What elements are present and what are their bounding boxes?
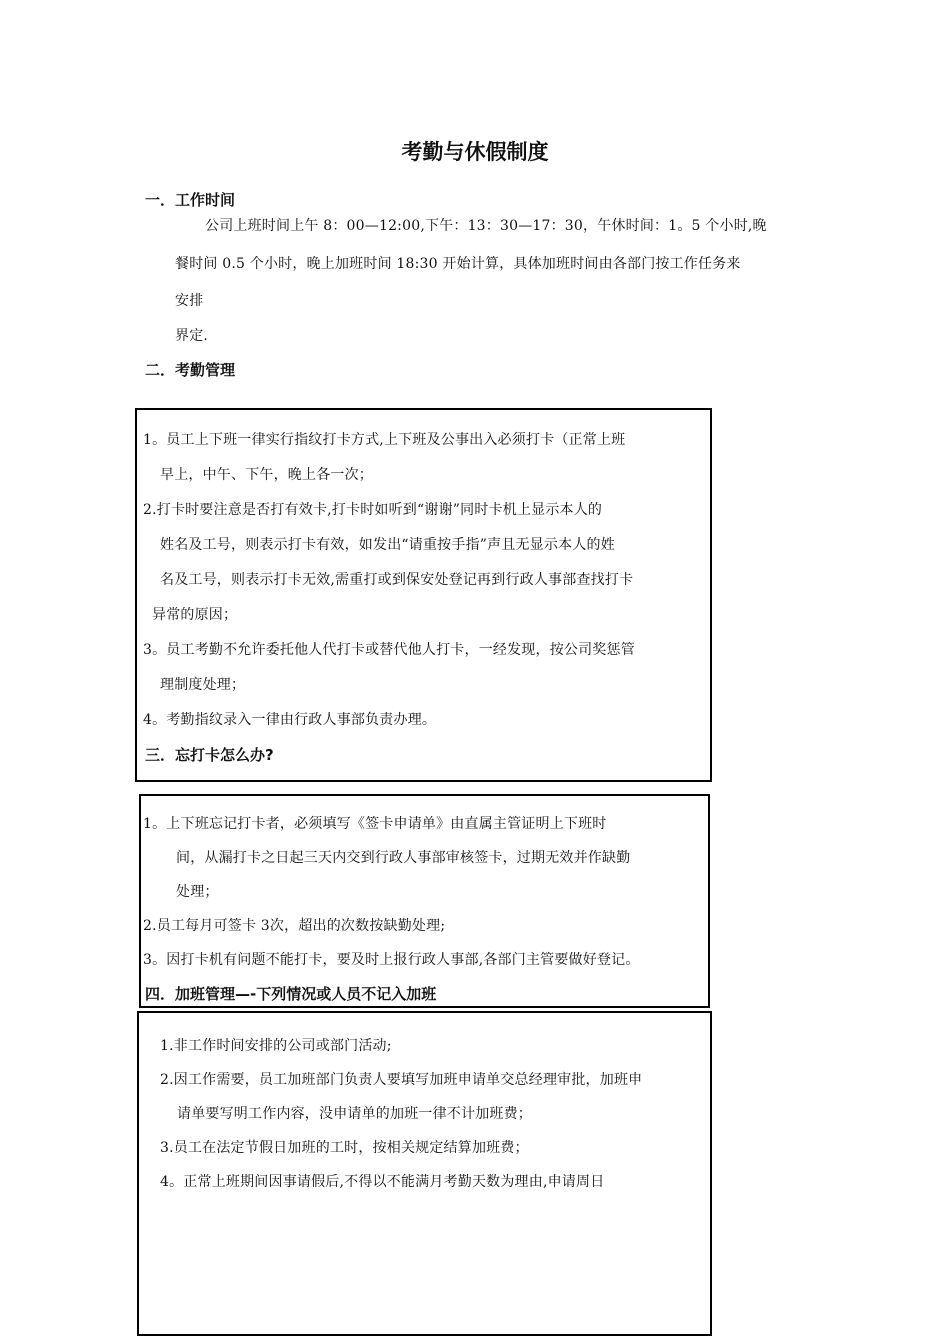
page-title: 考勤与休假制度 [401,140,549,164]
forgot-punch-line: 2.员工每月可签卡 3次，超出的次数按缺勤处理; [143,918,446,934]
overtime-line: 4。正常上班期间因事请假后,不得以不能满月考勤天数为理由,申请周日 [160,1174,605,1190]
work-hours-line: 安排 [175,293,204,309]
section-heading-overtime: 四．加班管理—-下列情况或人员不记入加班 [145,985,437,1003]
attendance-line: 姓名及工号，则表示打卡有效，如发出“请重按手指”声且无显示本人的姓 [160,537,615,553]
attendance-line: 理制度处理； [160,677,246,693]
attendance-line: 4。考勤指纹录入一律由行政人事部负责办理。 [143,712,437,728]
overtime-line: 2.因工作需要，员工加班部门负责人要填写加班申请单交总经理审批，加班申 [160,1072,643,1088]
attendance-line: 异常的原因； [152,607,238,623]
forgot-punch-line: 处理； [176,884,219,900]
attendance-line: 早上，中午、下午，晚上各一次； [160,467,373,483]
section-heading-work-hours: 一．工作时间 [145,191,236,209]
attendance-line: 1。员工上下班一律实行指纹打卡方式,上下班及公事出入必须打卡（正常上班 [143,432,626,448]
forgot-punch-line: 间，从漏打卡之日起三天内交到行政人事部审核签卡，过期无效并作缺勤 [176,850,631,866]
overtime-line: 1.非工作时间安排的公司或部门活动; [160,1038,392,1054]
work-hours-line: 界定. [175,328,209,344]
work-hours-line: 餐时间 0.5 个小时，晚上加班时间 18:30 开始计算，具体加班时间由各部门按工作任务来 [175,256,741,272]
attendance-line: 名及工号，则表示打卡无效,需重打或到保安处登记再到行政人事部查找打卡 [160,572,634,588]
section-heading-attendance: 二．考勤管理 [145,361,236,379]
attendance-line: 3。员工考勤不允许委托他人代打卡或替代他人打卡，一经发现，按公司奖惩管 [143,642,635,658]
overtime-line: 请单要写明工作内容，没申请单的加班一律不计加班费； [177,1106,532,1122]
work-hours-line: 公司上班时间上午 8：00—12:00,下午：13：30—17：30，午休时间：1。5 个小时,晚 [205,218,767,234]
forgot-punch-line: 1。上下班忘记打卡者，必须填写《签卡申请单》由直属主管证明上下班时 [143,816,607,832]
overtime-line: 3.员工在法定节假日加班的工时，按相关规定结算加班费； [160,1140,529,1156]
forgot-punch-line: 3。因打卡机有问题不能打卡，要及时上报行政人事部,各部门主管要做好登记。 [143,952,640,968]
section-heading-forgot-punch: 三．忘打卡怎么办? [145,746,274,764]
attendance-line: 2.打卡时要注意是否打有效卡,打卡时如听到“谢谢”同时卡机上显示本人的 [143,502,603,518]
